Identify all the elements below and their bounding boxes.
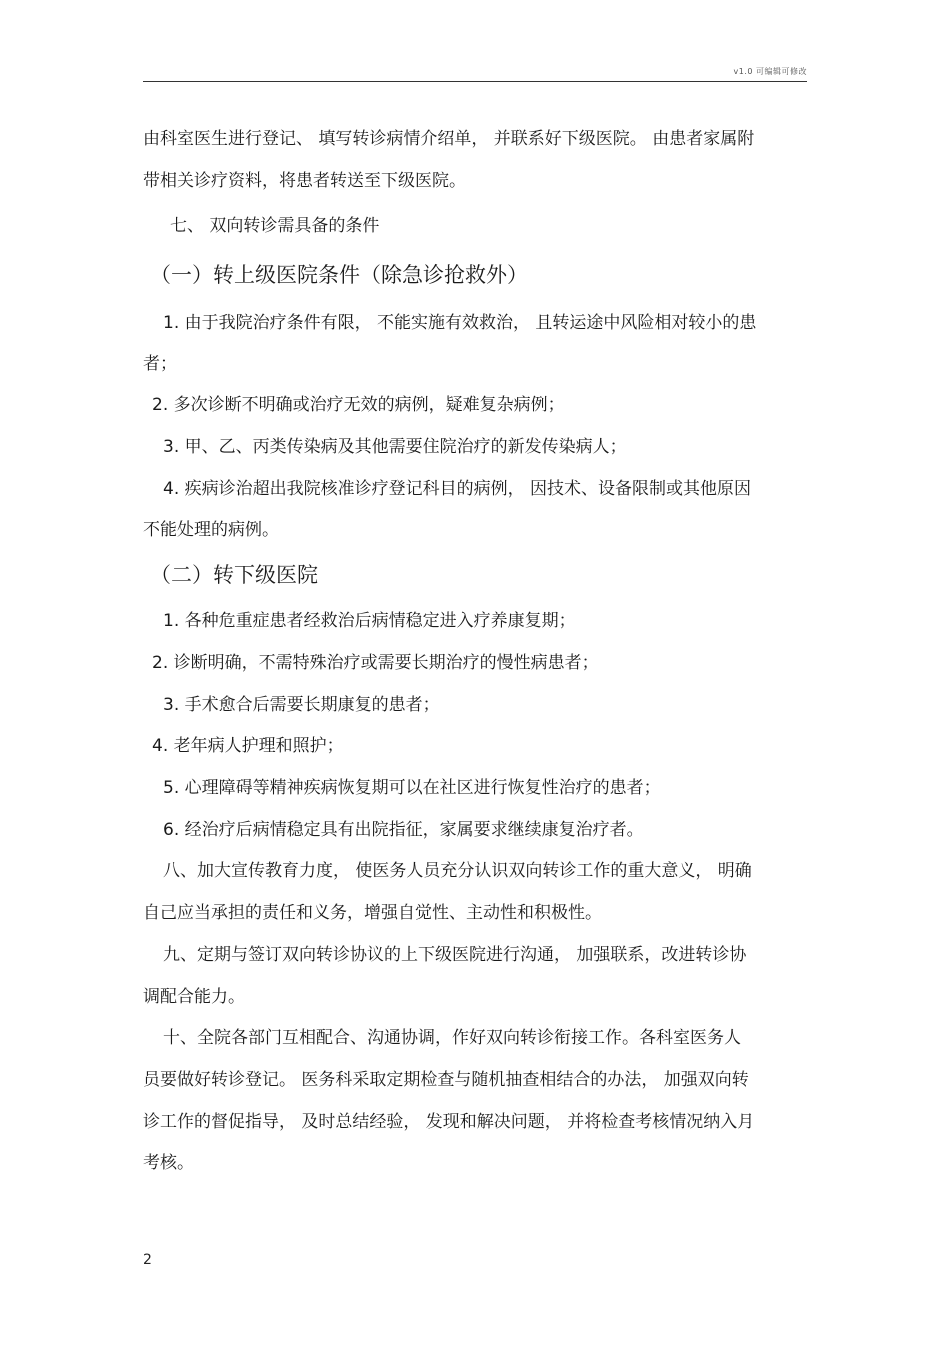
paragraph-line: 自己应当承担的责任和义务，增强自觉性、主动性和积极性。 [143, 903, 602, 923]
paragraph-line: 八、加大宣传教育力度， 使医务人员充分认识双向转诊工作的重大意义， 明确 [163, 861, 752, 881]
list-item-continuation: 者； [143, 354, 177, 374]
header-version-note: v1.0 可编辑可修改 [733, 67, 807, 76]
paragraph-line: 考核。 [143, 1153, 194, 1173]
list-item: 1. 各种危重症患者经救治后病情稳定进入疗养康复期； [163, 611, 576, 631]
list-item: 2. 诊断明确，不需特殊治疗或需要长期治疗的慢性病患者； [152, 653, 599, 673]
list-item-continuation: 不能处理的病例。 [143, 520, 279, 540]
list-item: 1. 由于我院治疗条件有限， 不能实施有效救治， 且转运途中风险相对较小的患 [163, 313, 757, 333]
paragraph-line: 员要做好转诊登记。 医务科采取定期检查与随机抽查相结合的办法， 加强双向转 [143, 1070, 749, 1090]
paragraph-line: 诊工作的督促指导， 及时总结经验， 发现和解决问题， 并将检查考核情况纳入月 [143, 1112, 755, 1132]
paragraph-line: 调配合能力。 [143, 987, 245, 1007]
paragraph-line: 九、定期与签订双向转诊协议的上下级医院进行沟通， 加强联系，改进转诊协 [163, 945, 747, 965]
header-rule [143, 81, 807, 82]
list-item: 3. 甲、乙、丙类传染病及其他需要住院治疗的新发传染病人； [163, 437, 627, 457]
list-item: 3. 手术愈合后需要长期康复的患者； [163, 695, 440, 715]
list-item: 4. 疾病诊治超出我院核准诊疗登记科目的病例， 因技术、设备限制或其他原因 [163, 479, 752, 499]
subsection-heading: （一）转上级医院条件（除急诊抢救外） [150, 263, 528, 287]
list-item: 2. 多次诊断不明确或治疗无效的病例，疑难复杂病例； [152, 395, 565, 415]
subsection-heading: （二）转下级医院 [150, 563, 318, 587]
list-item: 6. 经治疗后病情稳定具有出院指征，家属要求继续康复治疗者。 [163, 820, 644, 840]
list-item: 5. 心理障碍等精神疾病恢复期可以在社区进行恢复性治疗的患者； [163, 778, 661, 798]
paragraph-line: 带相关诊疗资料，将患者转送至下级医院。 [143, 171, 466, 191]
list-item: 4. 老年病人护理和照护； [152, 736, 344, 756]
paragraph-line: 由科室医生进行登记、 填写转诊病情介绍单， 并联系好下级医院。 由患者家属附 [143, 129, 755, 149]
section-heading: 七、 双向转诊需具备的条件 [170, 216, 380, 236]
paragraph-line: 十、全院各部门互相配合、沟通协调，作好双向转诊衔接工作。各科室医务人 [163, 1028, 741, 1048]
page-number: 2 [143, 1252, 152, 1268]
